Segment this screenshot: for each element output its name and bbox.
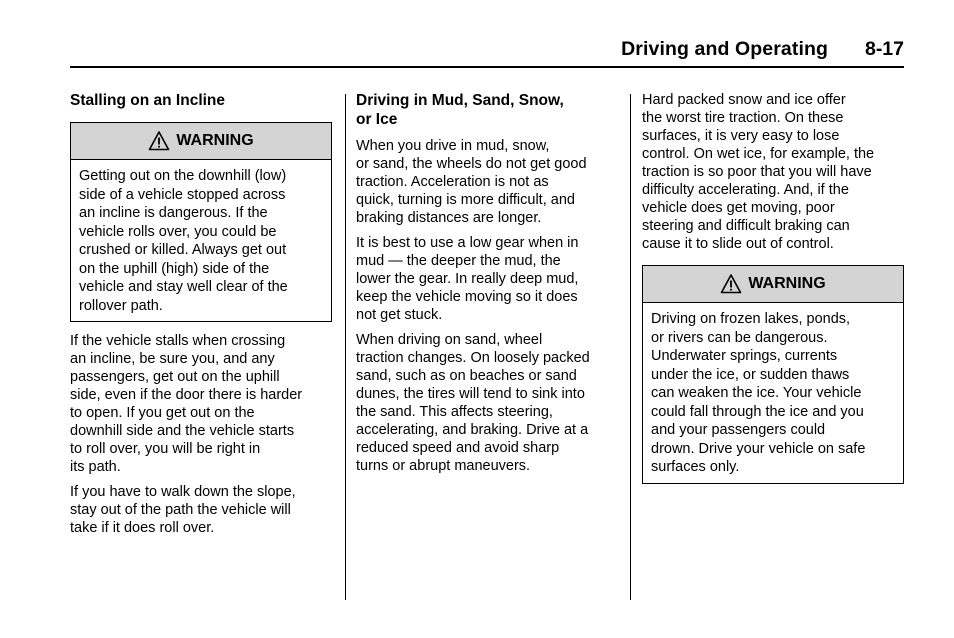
text-line: or rivers can be dangerous. bbox=[651, 329, 828, 346]
warning-triangle-icon bbox=[720, 273, 742, 295]
heading-line: or Ice bbox=[356, 111, 398, 128]
text-line: reduced speed and avoid sharp bbox=[356, 440, 560, 456]
text-line: When driving on sand, wheel bbox=[356, 332, 543, 348]
text-line: an incline, be sure you, and any bbox=[70, 351, 275, 367]
text-line: vehicle does get moving, poor bbox=[642, 200, 835, 216]
text-line: the worst tire traction. On these bbox=[642, 110, 844, 126]
section-heading: Stalling on an Incline bbox=[70, 92, 226, 109]
text-line: vehicle rolls over, you could be bbox=[79, 223, 277, 240]
text-line: surfaces, it is very easy to lose bbox=[642, 128, 840, 144]
text-line: on the uphill (high) side of the bbox=[79, 260, 270, 277]
text-line: rollover path. bbox=[79, 297, 163, 314]
text-line: quick, turning is more difficult, and bbox=[356, 192, 575, 208]
text-line: It is best to use a low gear when in bbox=[356, 235, 579, 251]
text-line: turns or abrupt maneuvers. bbox=[356, 458, 531, 474]
text-line: difficulty accelerating. And, if the bbox=[642, 182, 849, 198]
column-divider bbox=[345, 94, 346, 600]
column-divider bbox=[630, 94, 631, 600]
column-2 bbox=[356, 91, 618, 482]
warning-text bbox=[643, 303, 903, 483]
text-line: vehicle and stay well clear of the bbox=[79, 279, 288, 295]
heading-line: Driving in Mud, Sand, Snow, bbox=[356, 92, 564, 109]
text-line: to roll over, you will be right in bbox=[70, 441, 261, 457]
paragraph bbox=[642, 91, 904, 253]
text-line: steering and difficult braking can bbox=[642, 218, 850, 234]
text-line: Underwater springs, currents bbox=[651, 348, 838, 364]
text-line: stay out of the path the vehicle will bbox=[70, 502, 291, 518]
text-line: to open. If you get out on the bbox=[70, 405, 255, 421]
text-line: Hard packed snow and ice offer bbox=[642, 92, 846, 108]
warning-label: WARNING bbox=[748, 275, 826, 292]
text-line: control. On wet ice, for example, the bbox=[642, 146, 875, 162]
text-line: the sand. This affects steering, bbox=[356, 404, 553, 420]
text-line: keep the vehicle moving so it does bbox=[356, 289, 578, 305]
text-line: dunes, the tires will tend to sink into bbox=[356, 386, 585, 402]
warning-triangle-icon bbox=[148, 130, 170, 152]
warning-header bbox=[643, 266, 903, 303]
text-line: passengers, get out on the uphill bbox=[70, 369, 280, 385]
text-line: side, even if the door there is harder bbox=[70, 387, 303, 403]
text-line: or sand, the wheels do not get good bbox=[356, 156, 587, 172]
text-line: crushed or killed. Always get out bbox=[79, 242, 287, 258]
text-line: can weaken the ice. Your vehicle bbox=[651, 385, 862, 401]
text-line: When you drive in mud, snow, bbox=[356, 138, 550, 154]
text-line: side of a vehicle stopped across bbox=[79, 186, 286, 203]
text-line: under the ice, or sudden thaws bbox=[651, 366, 850, 383]
text-line: sand, such as on beaches or sand bbox=[356, 368, 577, 384]
text-line: If you have to walk down the slope, bbox=[70, 484, 296, 500]
warning-text bbox=[71, 160, 331, 321]
text-line: cause it to slide out of control. bbox=[642, 236, 834, 252]
text-line: If the vehicle stalls when crossing bbox=[70, 333, 286, 349]
paragraph bbox=[70, 332, 332, 476]
page-number: 8-17 bbox=[864, 38, 904, 60]
column-3 bbox=[642, 91, 904, 494]
text-line: mud — the deeper the mud, the bbox=[356, 253, 561, 269]
paragraph bbox=[70, 483, 332, 537]
warning-header bbox=[71, 123, 331, 160]
text-line: traction is so poor that you will have bbox=[642, 164, 872, 180]
paragraph bbox=[356, 234, 618, 324]
text-line: and your passengers could bbox=[651, 422, 826, 438]
text-line: braking distances are longer. bbox=[356, 210, 542, 226]
text-line: traction. Acceleration is not as bbox=[356, 174, 549, 190]
text-line: downhill side and the vehicle starts bbox=[70, 423, 295, 439]
warning-box bbox=[70, 122, 332, 322]
column-1 bbox=[70, 91, 332, 544]
text-line: an incline is dangerous. If the bbox=[79, 205, 268, 221]
text-line: not get stuck. bbox=[356, 307, 443, 323]
page-header bbox=[70, 36, 904, 68]
text-line: drown. Drive your vehicle on safe bbox=[651, 440, 866, 457]
section-heading bbox=[356, 91, 618, 129]
warning-label: WARNING bbox=[176, 132, 254, 149]
warning-box bbox=[642, 265, 904, 484]
text-line: accelerating, and braking. Drive at a bbox=[356, 422, 589, 438]
text-line: lower the gear. In really deep mud, bbox=[356, 271, 579, 287]
text-line: surfaces only. bbox=[651, 459, 740, 475]
text-line: Driving on frozen lakes, ponds, bbox=[651, 311, 851, 327]
text-line: its path. bbox=[70, 459, 121, 475]
section-title: Driving and Operating bbox=[621, 38, 828, 60]
paragraph bbox=[356, 331, 618, 475]
text-line: could fall through the ice and you bbox=[651, 403, 864, 420]
text-line: traction changes. On loosely packed bbox=[356, 350, 590, 366]
paragraph bbox=[356, 137, 618, 227]
text-line: take if it does roll over. bbox=[70, 520, 215, 536]
text-line: Getting out on the downhill (low) bbox=[79, 168, 287, 184]
